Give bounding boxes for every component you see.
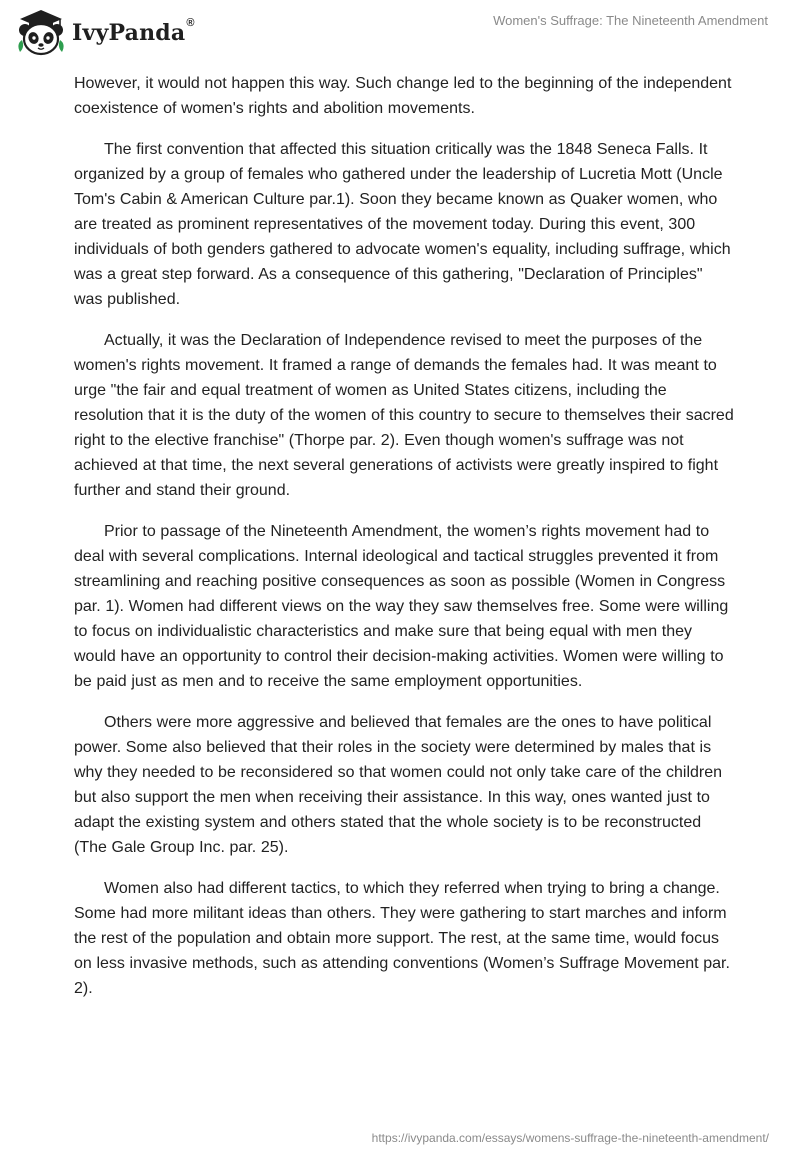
- ivypanda-logo[interactable]: [16, 8, 195, 56]
- paragraph-4: Prior to passage of the Nineteenth Amendment, the women’s rights movement had to deal with several complications. Internal ideological and tactical struggles prevented it from streamlining and reaching positive consequences as soon as possible (Women in Congress par. 1). Women had different views on the way they saw themselves free. Some were willing to focus on individualistic characteristics and make sure that being equal with men they would have an opportunity to control their decision-making activities. Women were willing to be paid just as men and to receive the same employment opportunities.: [74, 523, 729, 690]
- document-title: Women's Suffrage: The Nineteenth Amendment: [493, 13, 768, 28]
- paragraph-3: Actually, it was the Declaration of Independence revised to meet the purposes of the women's rights movement. It framed a range of demands the females had. It was meant to urge "the fair and equal treatment of women as United States citizens, including the resolution that it is the duty of the women of this country to secure to themselves their sacred right to the elective franchise" (Thorpe par. 2). Even though women's suffrage was not achieved at that time, the next several generations of activists were greatly inspired to fight further and stand their ground.: [74, 332, 734, 499]
- brand-name: IvyPanda®: [72, 17, 195, 46]
- paragraph-1: However, it would not happen this way. Such change led to the beginning of the independent coexistence of women's rights and abolition movements.: [74, 75, 732, 117]
- paragraph-2: The first convention that affected this situation critically was the 1848 Seneca Falls. It organized by a group of females who gathered under the leadership of Lucretia Mott (Uncle Tom's Cabin & American Culture par.1). Soon they became known as Quaker women, who are treated as prominent representatives of the movement today. During this event, 300 individuals of both genders gathered to advocate women's equality, including suffrage, which was a great step forward. As a consequence of this gathering, "Declaration of Principles" was published.: [74, 141, 731, 308]
- registered-mark: ®: [186, 17, 195, 29]
- panda-graduate-icon: [16, 8, 66, 56]
- paragraph-5: Others were more aggressive and believed that females are the ones to have political power. Some also believed that their roles in the society were determined by males that is why they needed to be reconsidered so that women could not only take care of the children but also support the men when receiving their assistance. In this way, ones wanted just to adapt the existing system and others stated that the whole society is to be reconstructed (The Gale Group Inc. par. 25).: [74, 714, 723, 856]
- page-header: [0, 0, 800, 64]
- paragraph-6: Women also had different tactics, to which they referred when trying to bring a change. Some had more militant ideas than others. They were gathering to start marches and inform the rest of the population and obtain more support. The rest, at the same time, would focus on less invasive methods, such as attending conventions (Women’s Suffrage Movement par. 2).: [74, 880, 730, 997]
- source-url[interactable]: https://ivypanda.com/essays/womens-suffrage-the-nineteenth-amendment/: [371, 1131, 769, 1145]
- essay-body: [74, 71, 734, 1017]
